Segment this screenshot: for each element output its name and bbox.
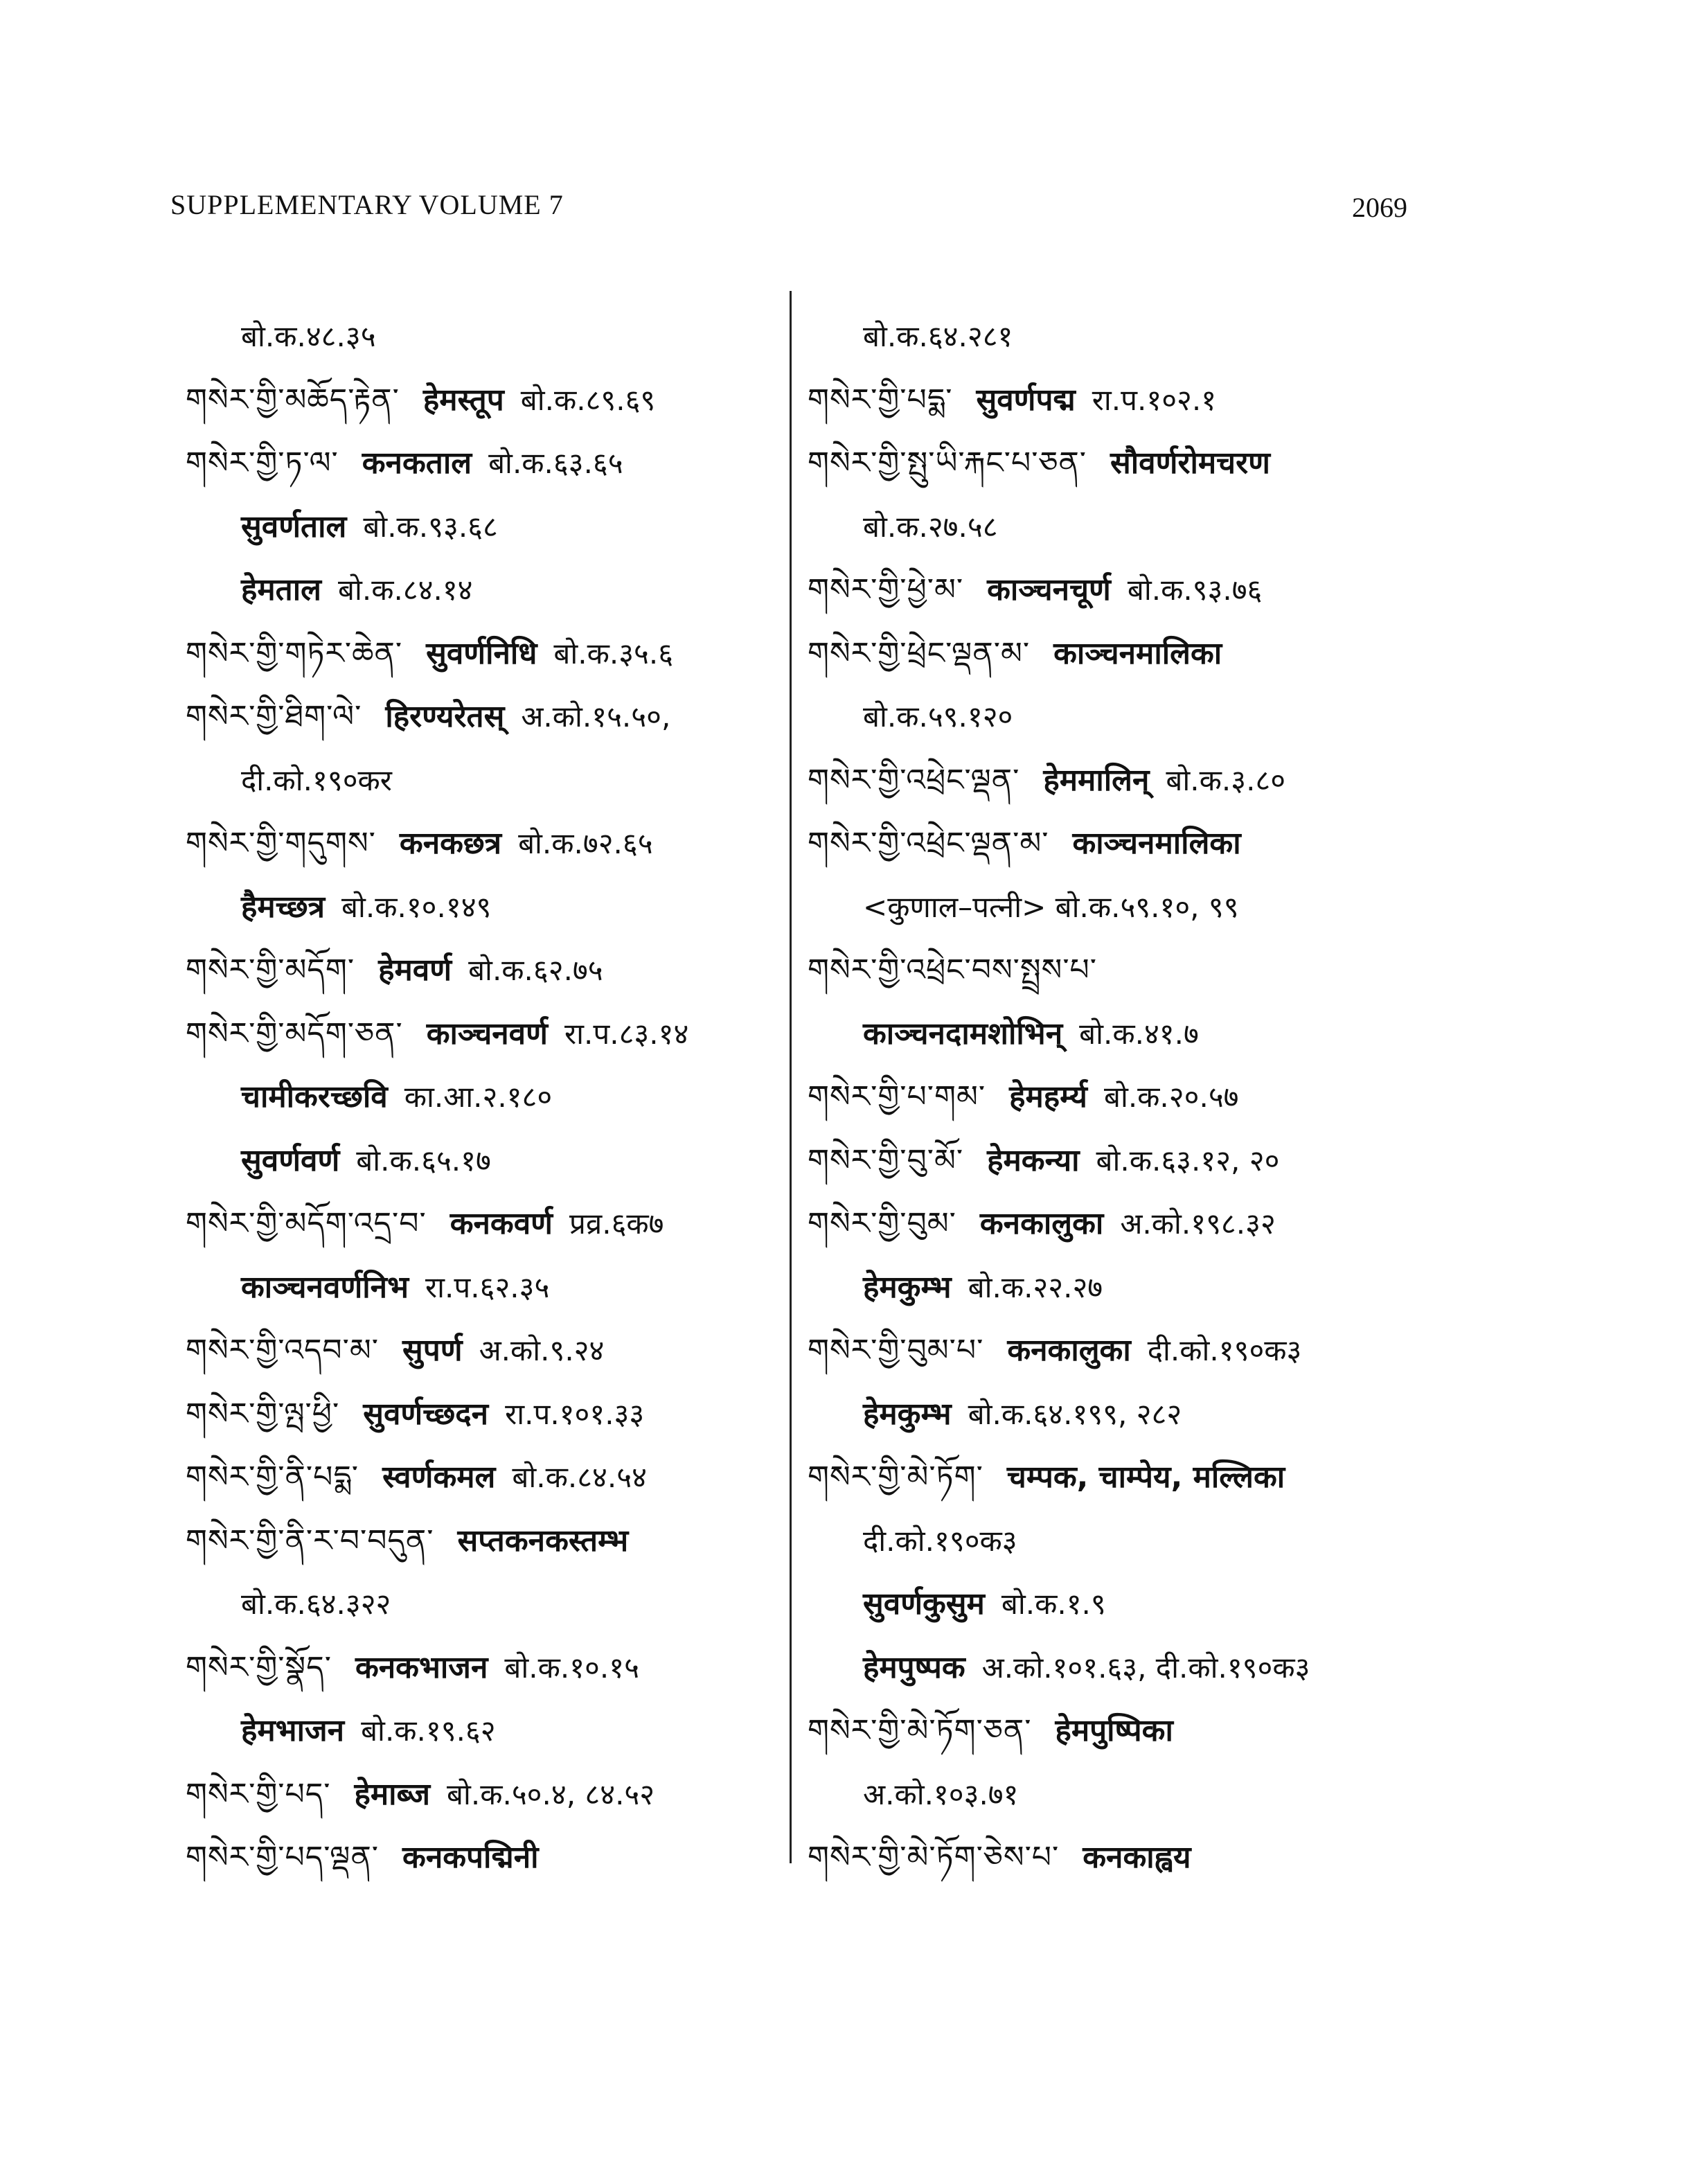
sanskrit-equivalent: चम्पक, चाम्पेय, मल्लिका [1006,1459,1285,1495]
entry-continuation [808,685,1431,749]
entry-continuation [186,558,781,622]
entry-continuation [808,1636,1431,1700]
source-reference: बो.क.८४.१४ [337,573,473,607]
sanskrit-equivalent: कनकाह्वय [1083,1840,1191,1875]
source-reference: बो.क.६३.६५ [488,446,623,480]
entry-continuation [186,1065,781,1129]
tibetan-headword: གསེར་གྱི་གཏེར་ཆེན་ [186,635,403,671]
sanskrit-equivalent: हेमपुष्पक [863,1649,965,1685]
entry-continuation [186,876,781,939]
sanskrit-equivalent: सुवर्णकुसुम [863,1586,985,1622]
source-reference: अ.को.१०३.७१ [863,1777,1019,1811]
source-reference: प्रव्र.६क७ [569,1207,664,1241]
dictionary-entry [186,1192,781,1256]
source-reference: बो.क.६४.१९९, २८२ [968,1396,1182,1431]
running-head: SUPPLEMENTARY VOLUME 7 [170,189,564,220]
dictionary-entry [186,1826,781,1890]
sanskrit-equivalent: हेमहर्म्य [1009,1079,1087,1115]
dictionary-entry [186,369,781,432]
sanskrit-equivalent: सुपर्ण [402,1333,463,1368]
entry-continuation [808,305,1431,369]
entry-continuation [186,1256,781,1320]
sanskrit-equivalent: सुवर्णपद्म [976,382,1076,418]
sanskrit-equivalent: काञ्चनचूर्ण [987,572,1111,607]
column-divider [790,291,792,1863]
tibetan-headword: གསེར་གྱི་འདབ་མ་ [186,1333,379,1368]
source-reference: बो.क.८४.५४ [512,1460,647,1494]
tibetan-headword: གསེར་གྱི་པདྨ་ [808,382,953,418]
right-column [808,305,1431,1890]
tibetan-headword: གསེར་གྱི་པ་གམ་ [808,1079,986,1115]
source-reference: बो.क.६४.२८१ [863,319,1013,353]
entry-continuation [186,749,781,813]
dictionary-entry [186,622,781,686]
sanskrit-equivalent: हेमपुष्पिका [1055,1713,1173,1748]
sanskrit-equivalent: काञ्चनवर्णनिभ [241,1269,409,1305]
dictionary-entry [186,1002,781,1066]
entry-continuation [808,1509,1431,1573]
entry-continuation [186,1129,781,1193]
sanskrit-equivalent: हेमवर्ण [378,952,452,988]
dictionary-entry [808,432,1431,495]
source-reference: दी.को.१९०क३ [1147,1333,1302,1367]
dictionary-entry [808,1319,1431,1383]
source-reference: रा.प.६२.३५ [425,1270,550,1304]
source-reference: रा.प.८३.१४ [564,1016,689,1051]
source-reference: बो.क.३५.६ [553,636,674,671]
sanskrit-equivalent: स्वर्णकमल [382,1459,496,1495]
source-reference: बो.क.३.८० [1166,763,1286,797]
source-reference: बो.क.८९.६९ [520,382,656,417]
tibetan-headword: གསེར་གྱི་ནི་པདྨ་ [186,1459,359,1495]
sanskrit-equivalent: हेमभाजन [241,1713,345,1748]
entry-continuation [186,495,781,559]
dictionary-entry [808,1192,1431,1256]
tibetan-headword: གསེར་གྱི་འཕྲེང་ལྡན་ [808,762,1020,798]
sanskrit-equivalent: कनकछत्र [399,826,502,861]
tibetan-headword: གསེར་གྱི་ཕྱེ་མ་ [808,572,964,607]
entry-continuation [808,1256,1431,1320]
sanskrit-equivalent: हेमकुम्भ [863,1269,952,1305]
sanskrit-equivalent: सुवर्णनिधि [426,635,537,671]
dictionary-entry [808,369,1431,432]
sanskrit-equivalent: कनकालुका [979,1206,1104,1241]
source-reference: रा.प.१०२.१ [1092,382,1217,417]
source-reference: बो.क.९३.६८ [363,509,498,544]
sanskrit-equivalent: सुवर्णच्छदन [363,1396,489,1432]
page-number: 2069 [1352,192,1407,223]
sanskrit-equivalent: सप्तकनकस्तम्भ [457,1522,629,1559]
entry-continuation [186,1572,781,1636]
tibetan-headword: གསེར་གྱི་བུམ་པ་ [808,1333,984,1368]
dictionary-entry [808,1826,1431,1890]
entry-continuation [808,495,1431,559]
sanskrit-equivalent: सुवर्णताल [241,508,347,544]
tibetan-headword: གསེར་གྱི་འཕྲེང་བས་སྤྲས་པ་ [808,952,1098,988]
sanskrit-equivalent: हैमच्छत्र [241,889,325,925]
tibetan-headword: གསེར་གྱི་གདུགས་ [186,826,376,861]
source-reference: बो.क.६५.१७ [356,1143,491,1178]
dictionary-entry [186,1319,781,1383]
sanskrit-equivalent: काञ्चनमालिका [1053,635,1222,671]
source-reference: बो.क.४१.७ [1079,1016,1199,1051]
dictionary-entry [186,1383,781,1446]
tibetan-headword: གསེར་གྱི་སྤུ་ཡི་རྐང་པ་ཅན་ [808,445,1087,481]
sanskrit-equivalent: कनकवर्ण [449,1206,553,1241]
source-reference: अ.को.१५.५०, [521,700,671,734]
source-reference: बो.क.४८.३५ [241,319,376,353]
tibetan-headword: གསེར་གྱི་ནི་ར་བ་བདུན་ [186,1522,434,1559]
sanskrit-equivalent: काञ्चनदामशोभिन् [863,1015,1063,1051]
dictionary-entry [808,622,1431,686]
source-reference: अ.को.१०१.६३, दी.को.१९०क३ [981,1650,1310,1685]
tibetan-headword: གསེར་གྱི་ཐིག་ལེ་ [186,699,362,734]
dictionary-entry [808,558,1431,622]
tibetan-headword: གསེར་གྱི་བུ་མོ་ [808,1142,964,1178]
entry-continuation [186,305,781,369]
entry-continuation [808,1763,1431,1827]
tibetan-headword: གསེར་གྱི་མཆོད་རྟེན་ [186,382,400,418]
source-reference: बो.क.६२.७५ [468,953,603,987]
sanskrit-equivalent: कनकभाजन [355,1649,488,1685]
dictionary-entry [808,1065,1431,1129]
source-reference: बो.क.१.९ [1001,1587,1106,1621]
sanskrit-equivalent: काञ्चनमालिका [1072,826,1241,861]
dictionary-entry [808,1129,1431,1193]
source-reference: बो.क.१०.१४९ [341,889,492,924]
sanskrit-equivalent: हेमकन्या [987,1142,1080,1178]
source-reference: दी.को.१९०कर [241,763,392,797]
dictionary-entry [808,749,1431,813]
source-reference: दी.को.१९०क३ [863,1523,1017,1558]
source-reference: बो.क.२२.२७ [968,1270,1103,1304]
entry-continuation [186,1699,781,1763]
sanskrit-equivalent: हेममालिन् [1043,762,1150,798]
sanskrit-equivalent: कनकपद्मिनी [402,1840,539,1875]
source-reference: बो.क.२०.५७ [1103,1080,1239,1114]
sanskrit-equivalent: सौवर्णरोमचरण [1110,445,1270,481]
source-reference: का.आ.२.१८० [404,1080,553,1114]
sanskrit-equivalent: कनकालुका [1007,1333,1131,1368]
sanskrit-equivalent: हेमाब्ज [354,1776,430,1812]
dictionary-entry [186,1446,781,1509]
sanskrit-equivalent: कनकताल [362,445,472,481]
tibetan-headword: གསེར་གྱི་མདོག་འདྲ་བ་ [186,1206,427,1241]
left-column [186,305,781,1890]
tibetan-headword: གསེར་གྱི་ཏ་ལ་ [186,445,339,481]
tibetan-headword: གསེར་གྱི་ལྤ་ཕྱི་ [186,1396,340,1432]
source-reference: बो.क.६४.३२२ [241,1587,391,1621]
tibetan-headword: གསེར་གྱི་པད་ [186,1776,331,1812]
sanskrit-equivalent: हेमस्तूप [422,382,504,418]
tibetan-headword: གསེར་གྱི་མེ་ཏོག་ [808,1459,983,1495]
dictionary-entry [186,1636,781,1700]
dictionary-entry [186,1763,781,1827]
tibetan-headword: གསེར་གྱི་པད་ལྡན་ [186,1840,380,1875]
source-reference: बो.क.५०.४, ८४.५२ [447,1777,655,1811]
tibetan-headword: གསེར་གྱི་འཕྲེང་ལྡན་མ་ [808,826,1049,861]
dictionary-entry [808,812,1431,876]
sanskrit-equivalent: सुवर्णवर्ण [241,1142,340,1178]
tibetan-headword: གསེར་གྱི་ཕྲེང་ལྡན་མ་ [808,635,1031,671]
source-reference: अ.को.९.२४ [479,1333,605,1367]
entry-continuation [808,1383,1431,1446]
sanskrit-equivalent: चामीकरच्छवि [241,1079,388,1115]
dictionary-entry [808,1446,1431,1509]
tibetan-headword: གསེར་གྱི་མེ་ཏོག་ཅན་ [808,1713,1032,1748]
source-reference: बो.क.२७.५८ [863,509,998,544]
tibetan-headword: གསེར་གྱི་བུམ་ [808,1206,956,1241]
sanskrit-equivalent: हेमकुम्भ [863,1396,952,1432]
sanskrit-equivalent: काञ्चनवर्ण [426,1015,548,1051]
tibetan-headword: གསེར་གྱི་མེ་ཏོག་ཅེས་པ་ [808,1840,1060,1875]
source-reference: बो.क.१९.६२ [361,1714,496,1748]
tibetan-headword: གསེར་གྱི་སྣོད་ [186,1649,332,1685]
source-reference: बो.क.९३.७६ [1127,573,1263,607]
source-reference: अ.को.१९८.३२ [1120,1207,1276,1241]
tibetan-headword: གསེར་གྱི་མདོག་ [186,952,355,988]
sanskrit-equivalent: हिरण्यरेतस् [385,699,505,734]
dictionary-entry [186,939,781,1002]
dictionary-entry [186,432,781,495]
entry-continuation [808,876,1431,939]
sanskrit-equivalent: हेमताल [241,572,321,607]
source-reference: बो.क.१०.१५ [504,1650,639,1685]
source-reference: बो.क.५९.१२० [863,700,1013,734]
dictionary-entry [186,685,781,749]
dictionary-entry [186,812,781,876]
source-reference: <कुणाल–पत्नी> बो.क.५९.१०, ९९ [863,889,1239,924]
dictionary-entry [186,1509,781,1573]
source-reference: रा.प.१०१.३३ [505,1396,645,1431]
dictionary-entry [808,939,1431,1002]
dictionary-entry [808,1699,1431,1763]
entry-continuation [808,1002,1431,1066]
source-reference: बो.क.७२.६५ [518,826,653,860]
entry-continuation [808,1572,1431,1636]
source-reference: बो.क.६३.१२, २० [1096,1143,1280,1178]
tibetan-headword: གསེར་གྱི་མདོག་ཅན་ [186,1015,403,1051]
